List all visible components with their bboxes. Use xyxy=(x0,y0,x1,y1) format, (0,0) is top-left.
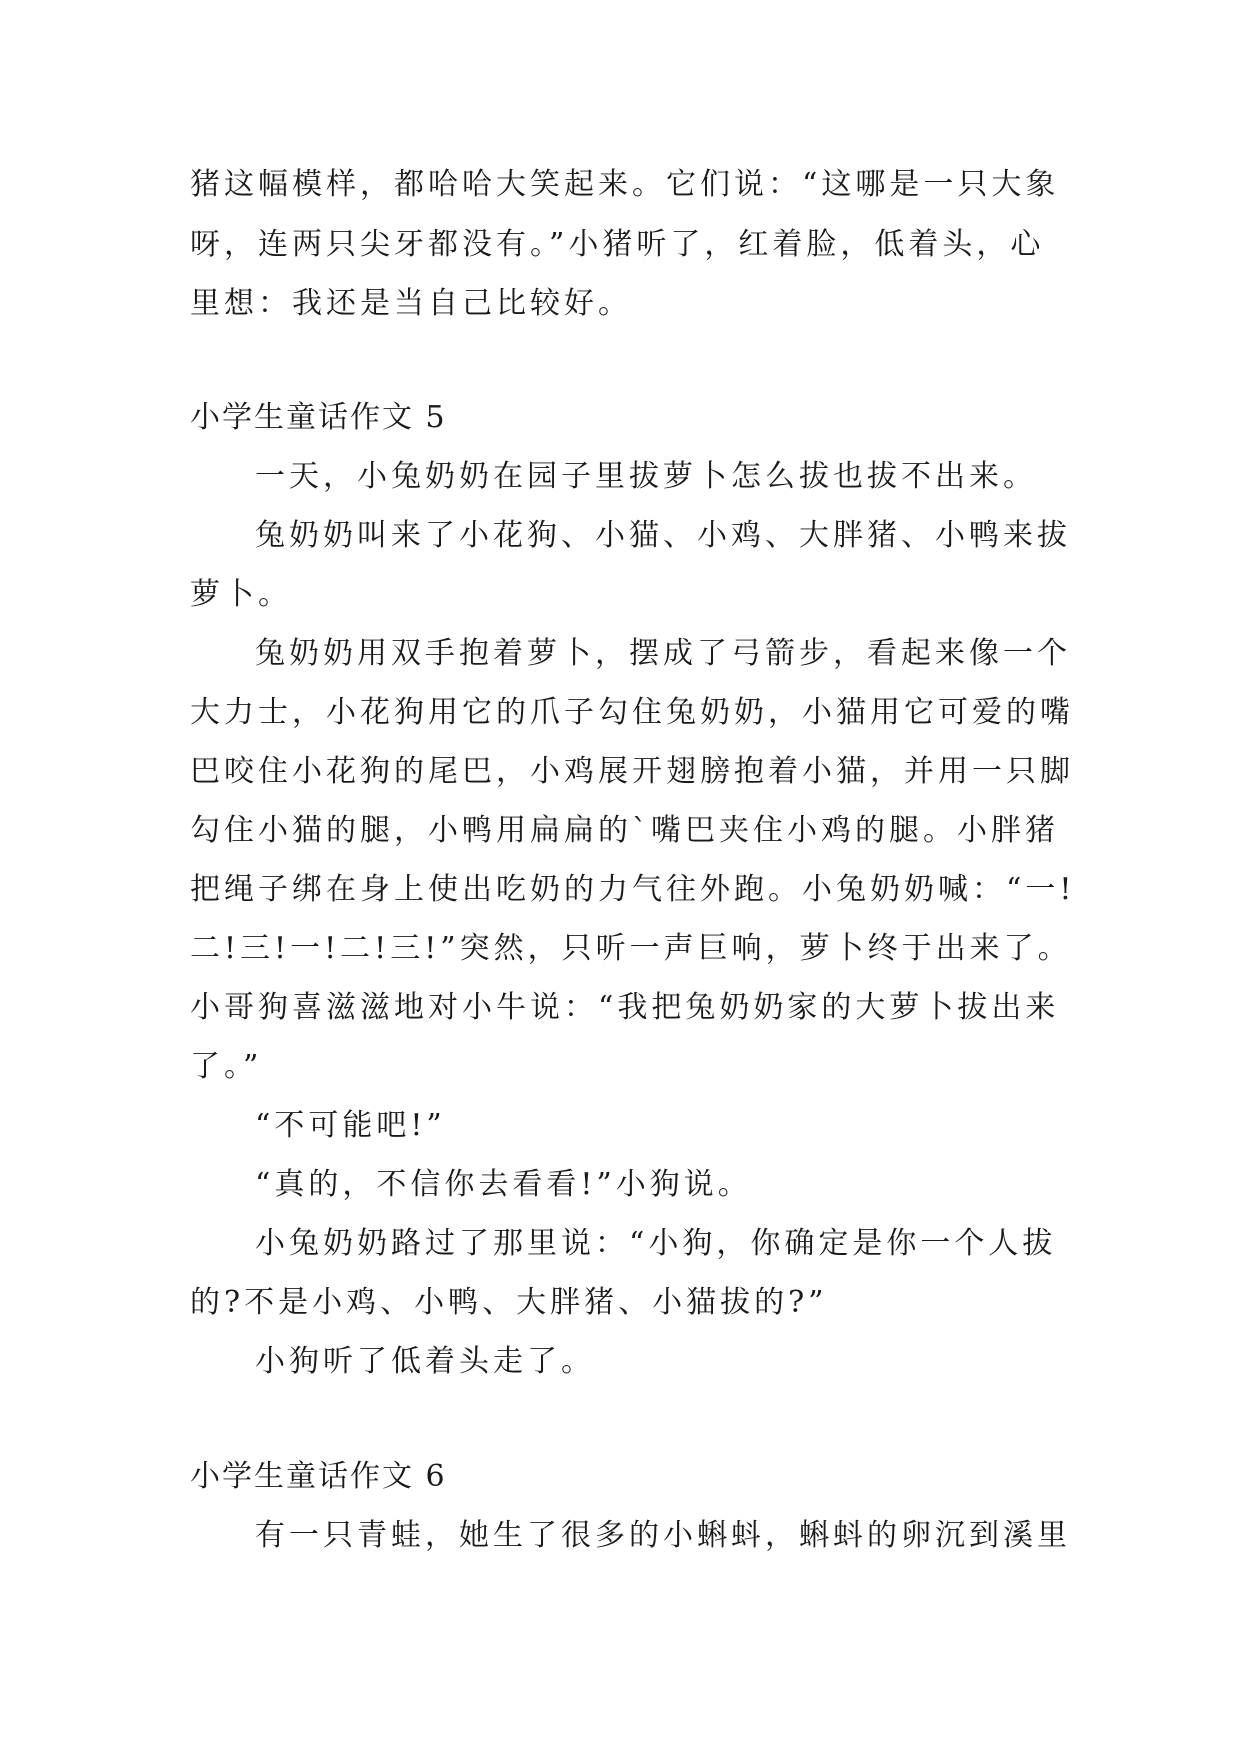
paragraph-line: 二!三!一!二!三!”突然，只听一声巨响，萝卜终于出来了。 xyxy=(190,931,1072,966)
paragraph-line: 巴咬住小花狗的尾巴，小鸡展开翅膀抱着小猫，并用一只脚 xyxy=(190,754,1074,789)
paragraph-line: 兔奶奶用双手抱着萝卜，摆成了弓箭步，看起来像一个 xyxy=(255,636,1071,671)
paragraph-line: 小哥狗喜滋滋地对小牛说：“我把兔奶奶家的大萝卜拔出来 xyxy=(190,990,1060,1025)
section-heading-5: 小学生童话作文 5 xyxy=(190,400,447,435)
paragraph-line: 猪这幅模样，都哈哈大笑起来。它们说：“这哪是一只大象 xyxy=(190,167,1060,202)
paragraph-line: 一天，小兔奶奶在园子里拔萝卜怎么拔也拔不出来。 xyxy=(255,459,1037,494)
paragraph-line: 兔奶奶叫来了小花狗、小猫、小鸡、大胖猪、小鸭来拔 xyxy=(255,518,1071,553)
paragraph-line: 了。” xyxy=(190,1049,263,1084)
paragraph-line: “真的，不信你去看看!”小狗说。 xyxy=(255,1167,752,1202)
paragraph-line: 呀，连两只尖牙都没有。”小猪听了，红着脸，低着头，心 xyxy=(190,227,1045,262)
paragraph-line: 有一只青蛙，她生了很多的小蝌蚪，蝌蚪的卵沉到溪里 xyxy=(255,1518,1071,1553)
paragraph-line: 把绳子绑在身上使出吃奶的力气往外跑。小兔奶奶喊：“一! xyxy=(190,872,1076,907)
paragraph-line: “不可能吧!” xyxy=(255,1108,446,1143)
paragraph-line: 萝卜。 xyxy=(190,577,292,612)
paragraph-line: 里想：我还是当自己比较好。 xyxy=(190,286,632,321)
paragraph-line: 大力士，小花狗用它的爪子勾住兔奶奶，小猫用它可爱的嘴 xyxy=(190,695,1074,730)
paragraph-line: 小兔奶奶路过了那里说：“小狗，你确定是你一个人拔 xyxy=(255,1226,1057,1261)
section-heading-6: 小学生童话作文 6 xyxy=(190,1459,447,1494)
paragraph-line: 勾住小猫的腿，小鸭用扁扁的`嘴巴夹住小鸡的腿。小胖猪 xyxy=(190,813,1059,848)
paragraph-line: 的?不是小鸡、小鸭、大胖猪、小猫拔的?” xyxy=(190,1285,828,1320)
paragraph-line: 小狗听了低着头走了。 xyxy=(255,1344,595,1379)
